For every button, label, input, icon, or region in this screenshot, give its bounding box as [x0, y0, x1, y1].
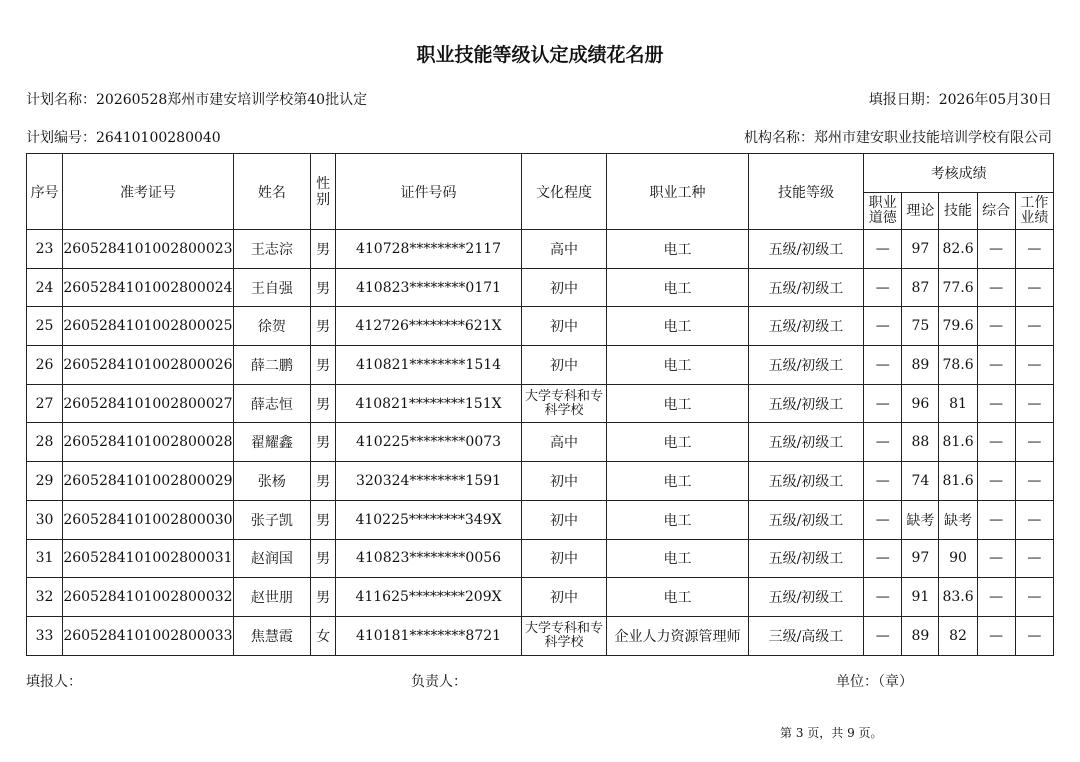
- cell-education: 高中: [521, 230, 606, 269]
- table-row: [27, 230, 1054, 269]
- score-roster-table: [26, 153, 1054, 656]
- cell-ethics: —: [864, 230, 902, 269]
- cell-seq: 33: [27, 616, 63, 655]
- cell-id-no: 410728********2117: [336, 230, 522, 269]
- fill-date: 填报日期：2026年05月30日: [868, 92, 1052, 108]
- table-row: [27, 539, 1054, 578]
- cell-overall: —: [977, 307, 1015, 346]
- cell-occupation: 电工: [607, 423, 749, 462]
- cell-seq: 26: [27, 346, 63, 385]
- cell-overall: —: [977, 423, 1015, 462]
- cell-id-no: 412726********621X: [336, 307, 522, 346]
- cell-level: 五级/初级工: [748, 539, 863, 578]
- cell-seq: 28: [27, 423, 63, 462]
- cell-ethics: —: [864, 539, 902, 578]
- cell-seq: 29: [27, 462, 63, 501]
- cell-exam-no: 2605284101002800029: [63, 462, 234, 501]
- cell-work: —: [1015, 539, 1053, 578]
- cell-theory: 91: [902, 578, 939, 617]
- col-overall: 综合: [977, 193, 1015, 230]
- plan-name: 计划名称：20260528郑州市建安培训学校第40批认定: [26, 92, 368, 108]
- table-body: [27, 230, 1054, 656]
- cell-exam-no: 2605284101002800031: [63, 539, 234, 578]
- cell-level: 五级/初级工: [748, 384, 863, 423]
- cell-name: 张子凯: [233, 500, 310, 539]
- cell-work: —: [1015, 268, 1053, 307]
- cell-skill: 90: [939, 539, 977, 578]
- table-row: [27, 423, 1054, 462]
- cell-theory: 96: [902, 384, 939, 423]
- cell-education: 初中: [521, 268, 606, 307]
- cell-level: 五级/初级工: [748, 578, 863, 617]
- col-group-scores: 考核成绩: [864, 154, 1054, 193]
- cell-name: 赵润国: [233, 539, 310, 578]
- cell-exam-no: 2605284101002800023: [63, 230, 234, 269]
- plan-number: 计划编号：26410100280040: [26, 130, 221, 146]
- footer-filler: 填报人：: [26, 674, 82, 690]
- cell-name: 徐贺: [233, 307, 310, 346]
- cell-exam-no: 2605284101002800024: [63, 268, 234, 307]
- cell-exam-no: 2605284101002800025: [63, 307, 234, 346]
- cell-exam-no: 2605284101002800033: [63, 616, 234, 655]
- cell-occupation: 企业人力资源管理师: [607, 616, 749, 655]
- cell-gender: 男: [311, 384, 336, 423]
- cell-seq: 27: [27, 384, 63, 423]
- cell-skill: 81.6: [939, 423, 977, 462]
- cell-overall: —: [977, 346, 1015, 385]
- cell-gender: 女: [311, 616, 336, 655]
- cell-seq: 30: [27, 500, 63, 539]
- cell-id-no: 410823********0171: [336, 268, 522, 307]
- cell-work: —: [1015, 346, 1053, 385]
- cell-theory: 97: [902, 539, 939, 578]
- col-theory: 理论: [902, 193, 939, 230]
- footer-manager: 负责人：: [411, 674, 467, 690]
- cell-level: 五级/初级工: [748, 462, 863, 501]
- cell-name: 薛志恒: [233, 384, 310, 423]
- cell-level: 五级/初级工: [748, 307, 863, 346]
- cell-skill: 78.6: [939, 346, 977, 385]
- cell-id-no: 410225********349X: [336, 500, 522, 539]
- cell-work: —: [1015, 307, 1053, 346]
- cell-name: 赵世朋: [233, 578, 310, 617]
- cell-education: 初中: [521, 346, 606, 385]
- cell-ethics: —: [864, 500, 902, 539]
- cell-ethics: —: [864, 268, 902, 307]
- cell-gender: 男: [311, 539, 336, 578]
- cell-occupation: 电工: [607, 268, 749, 307]
- cell-seq: 23: [27, 230, 63, 269]
- cell-name: 翟耀鑫: [233, 423, 310, 462]
- cell-theory: 97: [902, 230, 939, 269]
- cell-name: 薛二鹏: [233, 346, 310, 385]
- cell-name: 张杨: [233, 462, 310, 501]
- cell-work: —: [1015, 616, 1053, 655]
- table-row: [27, 346, 1054, 385]
- cell-overall: —: [977, 578, 1015, 617]
- cell-skill: 82.6: [939, 230, 977, 269]
- page-title: 职业技能等级认定成绩花名册: [416, 44, 664, 66]
- cell-exam-no: 2605284101002800030: [63, 500, 234, 539]
- cell-education: 初中: [521, 500, 606, 539]
- cell-occupation: 电工: [607, 462, 749, 501]
- cell-id-no: 410821********151X: [336, 384, 522, 423]
- cell-overall: —: [977, 500, 1015, 539]
- cell-work: —: [1015, 578, 1053, 617]
- organization-name: 机构名称：郑州市建安职业技能培训学校有限公司: [744, 130, 1052, 146]
- table-row: [27, 500, 1054, 539]
- col-gender: 性别: [311, 154, 336, 230]
- cell-work: —: [1015, 423, 1053, 462]
- table-row: [27, 616, 1054, 655]
- cell-occupation: 电工: [607, 230, 749, 269]
- cell-id-no: 410821********1514: [336, 346, 522, 385]
- cell-education: 大学专科和专科学校: [521, 616, 606, 655]
- cell-level: 三级/高级工: [748, 616, 863, 655]
- cell-exam-no: 2605284101002800026: [63, 346, 234, 385]
- col-level: 技能等级: [748, 154, 863, 230]
- cell-skill: 81.6: [939, 462, 977, 501]
- cell-theory: 75: [902, 307, 939, 346]
- cell-gender: 男: [311, 268, 336, 307]
- cell-occupation: 电工: [607, 539, 749, 578]
- cell-education: 初中: [521, 462, 606, 501]
- cell-theory: 74: [902, 462, 939, 501]
- cell-overall: —: [977, 230, 1015, 269]
- table-row: [27, 462, 1054, 501]
- cell-level: 五级/初级工: [748, 230, 863, 269]
- cell-theory: 89: [902, 346, 939, 385]
- cell-theory: 88: [902, 423, 939, 462]
- cell-occupation: 电工: [607, 578, 749, 617]
- cell-gender: 男: [311, 346, 336, 385]
- cell-work: —: [1015, 384, 1053, 423]
- cell-name: 王志淙: [233, 230, 310, 269]
- cell-level: 五级/初级工: [748, 423, 863, 462]
- col-occupation: 职业工种: [607, 154, 749, 230]
- cell-work: —: [1015, 230, 1053, 269]
- cell-education: 初中: [521, 539, 606, 578]
- cell-ethics: —: [864, 578, 902, 617]
- cell-gender: 男: [311, 423, 336, 462]
- cell-ethics: —: [864, 423, 902, 462]
- cell-overall: —: [977, 616, 1015, 655]
- cell-occupation: 电工: [607, 346, 749, 385]
- page-indicator: 第 3 页，共 9 页。: [780, 726, 883, 740]
- cell-id-no: 410823********0056: [336, 539, 522, 578]
- cell-education: 高中: [521, 423, 606, 462]
- cell-name: 焦慧霞: [233, 616, 310, 655]
- cell-theory: 缺考: [902, 500, 939, 539]
- cell-skill: 81: [939, 384, 977, 423]
- cell-skill: 82: [939, 616, 977, 655]
- cell-ethics: —: [864, 384, 902, 423]
- cell-exam-no: 2605284101002800032: [63, 578, 234, 617]
- cell-seq: 25: [27, 307, 63, 346]
- cell-occupation: 电工: [607, 307, 749, 346]
- col-seq: 序号: [27, 154, 63, 230]
- cell-id-no: 320324********1591: [336, 462, 522, 501]
- cell-ethics: —: [864, 462, 902, 501]
- cell-exam-no: 2605284101002800027: [63, 384, 234, 423]
- cell-overall: —: [977, 539, 1015, 578]
- cell-skill: 77.6: [939, 268, 977, 307]
- cell-occupation: 电工: [607, 384, 749, 423]
- cell-exam-no: 2605284101002800028: [63, 423, 234, 462]
- col-education: 文化程度: [521, 154, 606, 230]
- cell-skill: 缺考: [939, 500, 977, 539]
- cell-gender: 男: [311, 578, 336, 617]
- cell-gender: 男: [311, 307, 336, 346]
- table-row: [27, 268, 1054, 307]
- cell-id-no: 411625********209X: [336, 578, 522, 617]
- cell-seq: 24: [27, 268, 63, 307]
- cell-id-no: 410181********8721: [336, 616, 522, 655]
- cell-occupation: 电工: [607, 500, 749, 539]
- cell-level: 五级/初级工: [748, 268, 863, 307]
- cell-work: —: [1015, 500, 1053, 539]
- table-row: [27, 307, 1054, 346]
- cell-education: 初中: [521, 578, 606, 617]
- cell-level: 五级/初级工: [748, 500, 863, 539]
- col-exam-no: 准考证号: [63, 154, 234, 230]
- table-row: [27, 578, 1054, 617]
- cell-overall: —: [977, 268, 1015, 307]
- cell-skill: 83.6: [939, 578, 977, 617]
- cell-gender: 男: [311, 462, 336, 501]
- cell-ethics: —: [864, 307, 902, 346]
- cell-seq: 32: [27, 578, 63, 617]
- col-name: 姓名: [233, 154, 310, 230]
- cell-education: 初中: [521, 307, 606, 346]
- cell-theory: 87: [902, 268, 939, 307]
- table-row: [27, 384, 1054, 423]
- cell-seq: 31: [27, 539, 63, 578]
- cell-level: 五级/初级工: [748, 346, 863, 385]
- col-id-no: 证件号码: [336, 154, 522, 230]
- col-ethics: 职业道德: [864, 193, 902, 230]
- cell-gender: 男: [311, 230, 336, 269]
- cell-education: 大学专科和专科学校: [521, 384, 606, 423]
- cell-work: —: [1015, 462, 1053, 501]
- cell-ethics: —: [864, 346, 902, 385]
- cell-ethics: —: [864, 616, 902, 655]
- cell-name: 王自强: [233, 268, 310, 307]
- cell-overall: —: [977, 462, 1015, 501]
- footer-unit-seal: 单位：（章）: [836, 674, 913, 690]
- col-work: 工作业绩: [1015, 193, 1053, 230]
- cell-id-no: 410225********0073: [336, 423, 522, 462]
- cell-theory: 89: [902, 616, 939, 655]
- cell-overall: —: [977, 384, 1015, 423]
- col-skill: 技能: [939, 193, 977, 230]
- table-header: [27, 154, 1054, 230]
- cell-skill: 79.6: [939, 307, 977, 346]
- cell-gender: 男: [311, 500, 336, 539]
